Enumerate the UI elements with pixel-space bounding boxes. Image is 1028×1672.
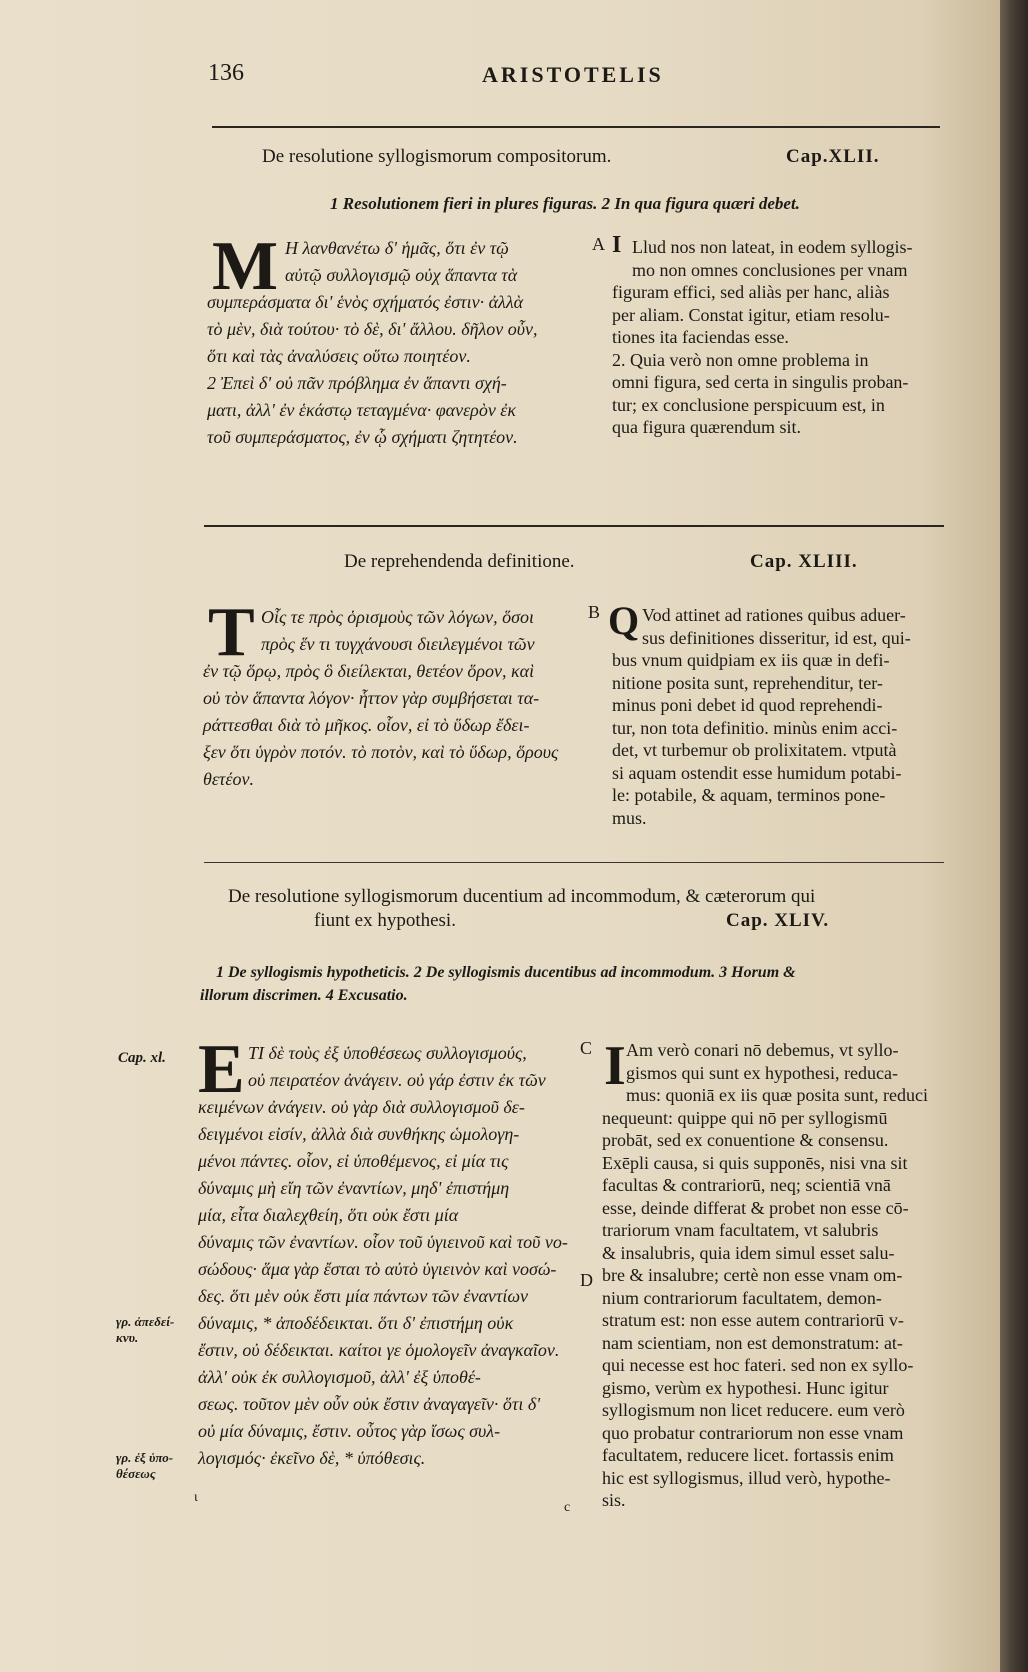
section-divider-1 xyxy=(204,525,944,527)
greek-line: ὅτι καὶ τὰς ἀναλύσεις οὕτω ποιητέον. xyxy=(207,346,471,366)
section-3-column-letter-d: D xyxy=(580,1270,593,1290)
greek-line: ΤΙ δὲ τοὺς ἐξ ὑποθέσεως συλλογισμούς, xyxy=(248,1043,527,1063)
latin-line: quo probatur contrariorum non esse vnam xyxy=(602,1422,904,1443)
latin-line: qua figura quærendum sit. xyxy=(612,417,801,437)
latin-line: le: potabile, & aquam, terminos pone- xyxy=(612,785,886,805)
section-3-greek-text xyxy=(198,1040,574,1472)
latin-line: si aquam ostendit esse humidum potabi- xyxy=(612,762,902,783)
section-2-chapter: Cap. XLIII. xyxy=(750,551,858,572)
section-divider-2 xyxy=(204,862,944,863)
greek-line: οὐ τὸν ἅπαντα λόγον· ἧττον γὰρ συμβήσεται τα- xyxy=(203,688,540,708)
greek-line: ἐν τῷ ὅρῳ, πρὸς ὃ διείλεκται, θετέον ὅρον, καὶ xyxy=(203,661,535,681)
greek-line: δες. ὅτι μὲν οὐκ ἔστι μία πάντων τῶν ἐναντίων xyxy=(198,1286,529,1306)
latin-line: per aliam. Constat igitur, etiam resolu- xyxy=(612,304,890,325)
section-3-column-letter-c: C xyxy=(580,1038,593,1058)
latin-line: mus: quoniā ex iis quæ posita sunt, reduci xyxy=(626,1085,928,1105)
section-3-title-line-2: fiunt ex hypothesi. xyxy=(314,910,456,931)
latin-line: gismo, verùm ex hypothesi. Hunc igitur xyxy=(602,1377,889,1398)
section-1-chapter: Cap.XLII. xyxy=(786,146,880,167)
greek-line: πρὸς ἕν τι τυγχάνουσι διειλεγμένοι τῶν xyxy=(261,634,535,654)
latin-line: gismos qui sunt ex hypothesi, reduca- xyxy=(626,1062,898,1083)
section-2-greek-dropcap: T xyxy=(208,594,255,671)
latin-line: nam scientiam, non est demonstratum: at- xyxy=(602,1332,903,1353)
greek-line: αὐτῷ συλλογισμῷ οὐχ ἅπαντα τὰ xyxy=(285,265,518,285)
section-1-column-letter: A xyxy=(592,234,605,254)
section-3-chapter: Cap. XLIV. xyxy=(726,910,830,931)
section-3-summary-line-1: 1 De syllogismis hypotheticis. 2 De syllogismis ducentibus ad incommodum. 3 Horum & xyxy=(216,964,796,981)
latin-line: figuram effici, sed aliàs per hanc, aliàs xyxy=(612,282,890,302)
greek-line: δειγμένοι εἰσίν, ἀλλὰ διὰ συνθήκης ὡμολογη- xyxy=(198,1124,520,1144)
section-2-title: De reprehendenda definitione. xyxy=(344,551,575,572)
greek-line: 2 Ἐπεὶ δ' οὐ πᾶν πρόβλημα ἐν ἅπαντι σχή- xyxy=(207,373,507,393)
latin-line: bus vnum quidpiam ex iis quæ in defi- xyxy=(612,650,890,670)
section-1-title: De resolutione syllogismorum compositorum. xyxy=(262,146,612,167)
greek-line: ράττεσθαι διὰ τὸ μῆκος. οἷον, εἰ τὸ ὕδωρ ἔδει- xyxy=(203,715,530,735)
section-2-greek-text xyxy=(203,604,583,793)
greek-line: τὸ μὲν, διὰ τούτου· τὸ δὲ, δι' ἄλλου. δῆλον οὖν, xyxy=(207,319,538,339)
section-2-column-letter: B xyxy=(588,602,601,622)
greek-line: Οἷς τε πρὸς ὁρισμοὺς τῶν λόγων, ὅσοι xyxy=(261,607,535,627)
greek-line: συμπεράσματα δι' ἑνὸς σχήματός ἐστιν· ἀλλὰ xyxy=(207,292,524,312)
section-1-latin-dropcap: I xyxy=(612,232,622,258)
latin-line: tiones ita faciendas esse. xyxy=(612,327,789,347)
greek-line: οὐ πειρατέον ἀνάγειν. οὐ γάρ ἐστιν ἐκ τῶν xyxy=(248,1070,546,1090)
header-rule xyxy=(212,126,940,128)
section-3-greek-dropcap: E xyxy=(198,1031,245,1108)
latin-line: mus. xyxy=(612,807,647,828)
latin-line: probāt, sed ex conuentione & consensu. xyxy=(602,1130,889,1150)
greek-line: ἔστιν, οὐ δέδεικται. καίτοι γε ὁμολογεῖν ἀναγκαῖον. xyxy=(198,1340,560,1360)
greek-line: ξεν ὅτι ὑγρὸν ποτόν. τὸ ποτὸν, καὶ τὸ ὕδωρ, ὅρους xyxy=(203,742,559,762)
greek-line: σεως. τοῦτον μὲν οὖν οὐκ ἔστιν ἀναγαγεῖν· ὅτι δ' xyxy=(198,1394,541,1414)
latin-line: Llud nos non lateat, in eodem syllogis- xyxy=(632,237,913,257)
latin-line: trariorum vnam facultatem, vt salubris xyxy=(602,1220,879,1240)
greek-line: μία, εἶτα διαλεχθείη, ὅτι οὐκ ἔστι μία xyxy=(198,1205,459,1225)
latin-line: sus definitiones disseritur, id est, qui- xyxy=(642,627,911,648)
greek-line: τοῦ συμπεράσματος, ἐν ᾧ σχήματι ζητητέον. xyxy=(207,427,518,447)
latin-line: qui necesse est hoc fateri. sed non ex syllo- xyxy=(602,1355,914,1375)
latin-line: minus poni debet id quod reprehendi- xyxy=(612,695,883,715)
greek-line: δύναμις, * ἀποδέδεικται. ὅτι δ' ἐπιστήμη οὐκ xyxy=(198,1313,514,1333)
latin-line: nitione posita sunt, reprehenditur, ter- xyxy=(612,672,883,693)
section-3-latin-text xyxy=(602,1035,957,1512)
latin-line: tur, non tota definitio. minùs enim acci- xyxy=(612,717,898,738)
latin-line: omni figura, sed certa in singulis proban- xyxy=(612,372,909,392)
latin-line: det, vt turbemur ob prolixitatem. vtputà xyxy=(612,740,897,760)
section-1-summary: 1 Resolutionem fieri in plures figuras. 2 In qua figura quæri debet. xyxy=(330,194,800,213)
section-2-latin-text xyxy=(612,604,957,829)
section-1-greek-dropcap: M xyxy=(212,228,279,305)
latin-line: syllogismum non licet reducere. eum verò xyxy=(602,1400,905,1420)
greek-line: λογισμός· ἐκεῖνο δὲ, * ὑπόθεσις. xyxy=(198,1448,426,1468)
latin-line: Am verò conari nō debemus, vt syllo- xyxy=(626,1040,899,1060)
margin-chapter-reference: Cap. xl. xyxy=(118,1050,166,1066)
section-3-summary-line-2: illorum discrimen. 4 Excusatio. xyxy=(200,987,408,1004)
margin-note-variant-2: γρ. ἐξ ὑπο- θέσεως xyxy=(116,1450,174,1481)
greek-line: σώδους· ἅμα γὰρ ἔσται τὸ αὐτὸ ὑγιεινὸν καὶ νοσώ- xyxy=(198,1259,557,1279)
section-2-latin-dropcap: Q xyxy=(608,598,640,643)
page-number: 136 xyxy=(208,60,244,86)
latin-line: facultatem, reducere licet. fortassis enim xyxy=(602,1445,894,1465)
greek-line: οὐ μία δύναμις, ἔστιν. οὗτος γὰρ ἴσως συλ- xyxy=(198,1421,501,1441)
latin-line: Exēpli causa, si quis supponēs, nisi vna sit xyxy=(602,1152,908,1173)
section-3-title-line-1: De resolutione syllogismorum ducentium ad incommodum, & cæterorum qui xyxy=(228,886,816,907)
latin-line: esse, deinde differat & probet non esse cō- xyxy=(602,1197,909,1218)
latin-line: Vod attinet ad rationes quibus aduer- xyxy=(642,605,906,625)
greek-line: δύναμις μὴ εἴη τῶν ἐναντίων, μηδ' ἐπιστήμη xyxy=(198,1178,510,1198)
page-edge xyxy=(1000,0,1028,1672)
greek-line: ἀλλ' οὐκ ἐκ συλλογισμοῦ, ἀλλ' ἐξ ὑποθέ- xyxy=(198,1367,481,1387)
greek-line: Η λανθανέτω δ' ἡμᾶς, ὅτι ἐν τῷ xyxy=(285,238,509,258)
latin-line: & insalubris, quia idem simul esset salu- xyxy=(602,1242,895,1263)
latin-line: tur; ex conclusione perspicuum est, in xyxy=(612,394,885,415)
section-3-greek-trailer: ι xyxy=(194,1490,198,1505)
latin-line: sis. xyxy=(602,1490,626,1510)
section-1-latin-text xyxy=(612,236,957,439)
running-title: ARISTOTELIS xyxy=(482,62,664,87)
section-3-latin-dropcap: I xyxy=(604,1035,626,1097)
latin-line: bre & insalubre; certè non esse vnam om- xyxy=(602,1265,903,1285)
greek-line: ματι, ἀλλ' ἐν ἑκάστῳ τεταγμένα· φανερὸν ἐκ xyxy=(207,400,517,420)
section-1-greek-text xyxy=(207,235,587,451)
section-3-latin-trailer: c xyxy=(564,1500,571,1515)
greek-line: κειμένων ἀνάγειν. οὐ γὰρ διὰ συλλογισμοῦ δε- xyxy=(198,1097,525,1117)
latin-line: mo non omnes conclusiones per vnam xyxy=(632,259,908,280)
latin-line: 2. Quia verò non omne problema in xyxy=(612,349,869,370)
greek-line: δύναμις τῶν ἐναντίων. οἷον τοῦ ὑγιεινοῦ καὶ τοῦ νο- xyxy=(198,1232,568,1252)
latin-line: nium contrariorum facultatem, demon- xyxy=(602,1287,882,1308)
latin-line: facultas & contrariorū, neq; scientiā vnā xyxy=(602,1175,891,1195)
greek-line: θετέον. xyxy=(203,769,254,789)
latin-line: nequeunt: quippe qui nō per syllogismū xyxy=(602,1107,888,1128)
latin-line: hic est syllogismus, illud verò, hypothe- xyxy=(602,1467,891,1488)
greek-line: μένοι πάντες. οἷον, εἰ ὑποθέμενος, εἰ μία τις xyxy=(198,1151,509,1171)
margin-note-variant-1: γρ. ἀπεδεί- κνυ. xyxy=(116,1314,175,1345)
latin-line: stratum est: non esse autem contrariorū v- xyxy=(602,1310,904,1330)
